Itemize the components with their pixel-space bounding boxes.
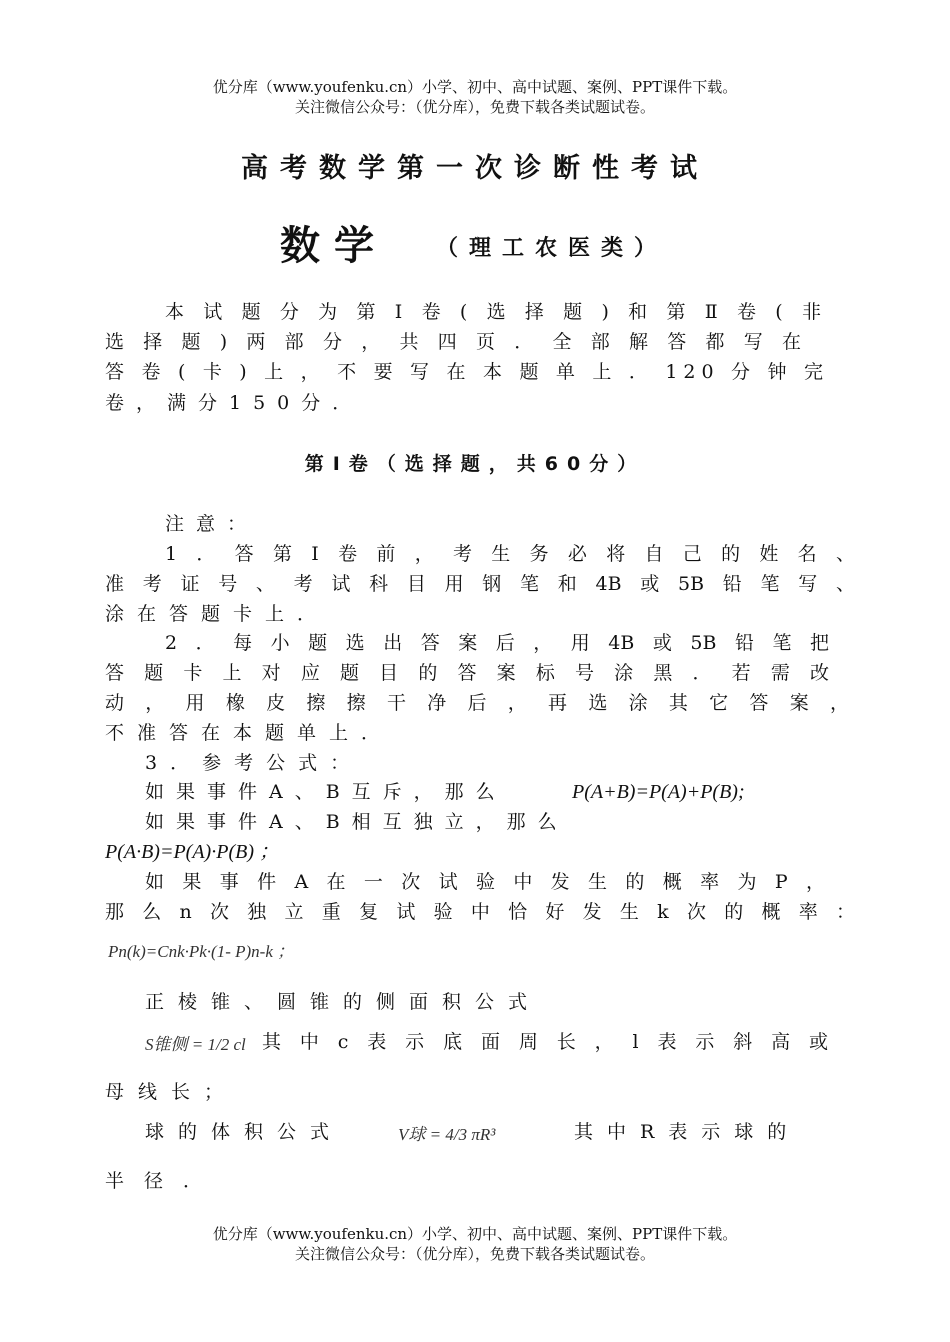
intro-line-3: 答卷(卡)上，不要写在本题单上．120分钟完 [105,361,829,383]
formula-cone-title: 正棱锥、圆锥的侧面积公式 [145,991,542,1013]
note-line-2: 准考证号、考试科目用钢笔和4B或5B铅笔写、 [105,573,855,595]
subject-title: 数学 [280,223,388,269]
exam-title: 高考数学第一次诊断性考试 [241,153,709,184]
header-line-1: 优分库（www.youfenku.cn）小学、初中、高中试题、案例、PPT课件下载。 [212,78,738,96]
formula-cone-desc-2: 母线长； [105,1081,238,1103]
footer-line-1: 优分库（www.youfenku.cn）小学、初中、高中试题、案例、PPT课件下载。 [212,1225,738,1243]
formula-bern-text-2: 那么n次独立重复试验中恰好发生k次的概率： [105,901,855,923]
section-title: 第Ⅰ卷（选择题，共60分） [304,453,646,475]
note-line-8: 3．参考公式： [145,752,363,774]
subject-subtype: （理工农医类） [436,236,668,261]
footer-line-2: 关注微信公众号：（优分库），免费下载各类试题试卷。 [294,1245,655,1263]
formula-bernoulli: Pn(k)=Cnk·Pk·(1- P)n-k ； [108,942,295,961]
note-line-4: 2．每小题选出答案后，用4B或5B铅笔把 [165,632,829,654]
formula-sphere-desc: 其中R表示球的 [574,1121,801,1143]
formula-cone-desc: 其中c表示底面周长，l表示斜高或 [262,1031,828,1053]
note-line-6: 动，用橡皮擦擦干净后，再选涂其它答案， [105,692,849,714]
note-line-7: 不准答在本题单上． [105,722,394,744]
header-line-2: 关注微信公众号：（优分库），免费下载各类试题试卷。 [294,98,655,116]
intro-line-2: 选择题)两部分，共四页．全部解答都写在 [105,331,809,353]
formula-mutex-text: 如果事件A、B互斥，那么 [145,781,507,803]
formula-bern-text-1: 如果事件A在一次试验中发生的概率为P， [145,871,825,893]
intro-line-1: 本试题分为第Ⅰ卷(选择题)和第Ⅱ卷(非 [165,301,829,323]
formula-indep: P(A·B)=P(A)·P(B) ； [105,841,279,863]
formula-mutex: P(A+B)=P(A)+P(B); [572,781,745,803]
intro-line-4: 卷，满分150分． [105,392,364,414]
formula-cone: S锥侧 = 1/2 cl [145,1035,246,1054]
note-line-1: 1．答第Ⅰ卷前，考生务必将自己的姓名、 [165,543,855,565]
formula-sphere-desc-2: 半径． [105,1170,223,1192]
notice-label: 注意： [165,513,259,535]
note-line-3: 涂在答题卡上． [105,603,330,625]
note-line-5: 答题卡上对应题目的答案标号涂黑．若需改 [105,662,829,684]
formula-sphere: V球 = 4/3 πR³ [398,1125,496,1144]
formula-sphere-text: 球的体积公式 [145,1121,344,1143]
formula-indep-text: 如果事件A、B相互独立，那么 [145,811,569,833]
